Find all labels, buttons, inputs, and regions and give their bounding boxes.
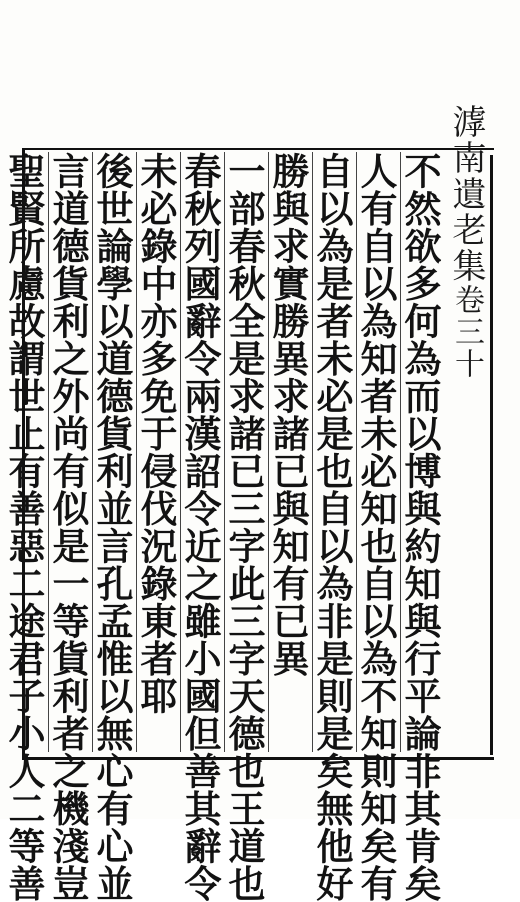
text-column-2: 人有自以為知者未必知也自以為不知則知矣有	[354, 152, 398, 902]
text-column-5: 一部春秋全是求諸已三字此三字天德也王道也	[222, 152, 266, 902]
text-column-1: 不然欲多何為而以博與約知與行平論非其肯矣	[398, 152, 442, 902]
text-column-8: 後世論學以道德貨利並言孔孟惟以無心有心並	[90, 152, 134, 902]
text-column-3: 自以為是者未必是也自以為非是則是矣無他好	[310, 152, 354, 902]
text-column-9: 言道德貨利之外尚有似是一等貨利者之機淺豈	[46, 152, 90, 902]
book-title: 滹南遺老集	[446, 104, 486, 284]
text-columns	[2, 152, 442, 902]
volume-label: 卷三十	[449, 284, 484, 380]
text-column-7: 未必錄中亦多免于侵伐況錄東者耶	[136, 152, 176, 752]
running-header	[441, 104, 491, 404]
text-column-10: 聖賢所慮故謂世止有善惡二途君子小人二等善	[2, 152, 46, 902]
text-column-4: 勝與求實勝異求諸已與知有已異	[268, 152, 308, 752]
text-column-6: 春秋列國辭令兩漢詔令近之雖小國但善其辭令	[178, 152, 222, 902]
